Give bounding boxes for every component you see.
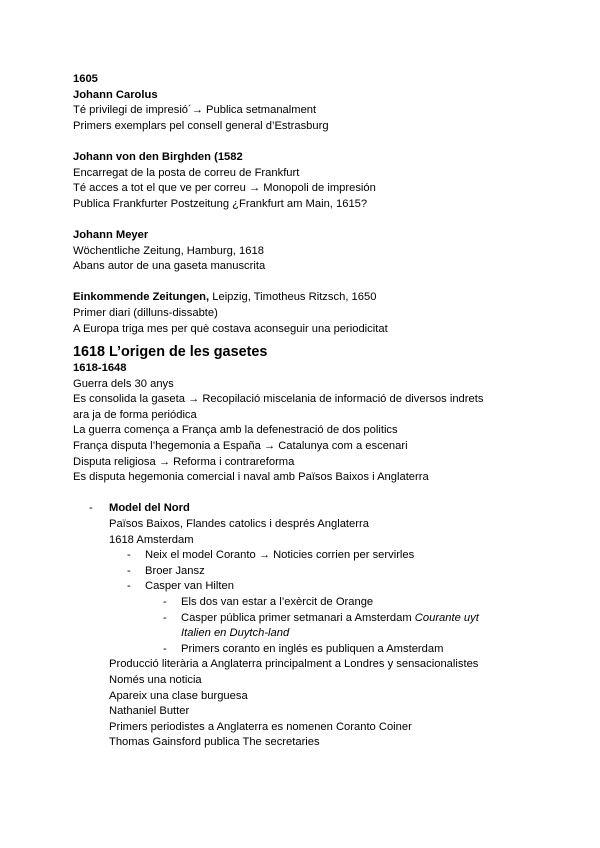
text-line: Guerra dels 30 anys	[73, 377, 174, 390]
list-item	[73, 579, 573, 595]
subheading-1618-1648: 1618-1648	[73, 362, 127, 375]
year-1605: 1605	[73, 73, 98, 85]
document-body	[73, 72, 573, 751]
name-johann-carolus: Johann Carolus	[73, 88, 158, 101]
text-line: Thomas Gainsford publica The secretaries	[109, 736, 320, 749]
text-line: Publica Frankfurter Postzeitung ¿Frankfurt am Main, 1615?	[73, 197, 368, 210]
text-line: Primer diari (dilluns-dissabte)	[73, 306, 218, 319]
text-line: Apareix una clase burguesa	[109, 689, 248, 702]
list-dash: -	[163, 642, 167, 655]
text-line: França disputa l’hegemonia a España → Catalunya com a escenari	[73, 440, 408, 453]
text-line: ara ja de forma periódica	[73, 408, 197, 421]
list-dash: -	[127, 549, 131, 562]
einkommende-details: Leipzig, Timotheus Ritzsch, 1650	[209, 291, 377, 304]
einkommende-line	[73, 290, 573, 306]
name-johann-birghden: Johann von den Birghden (1582	[73, 150, 243, 163]
section-heading: 1618 L’origen de les gasetes	[73, 344, 268, 361]
list-dash: -	[127, 564, 131, 577]
title-courante-cont: Italien en Duytch-land	[181, 627, 290, 640]
list-item	[73, 564, 573, 580]
text-line: Països Baixos, Flandes catolics i després Anglaterra	[109, 518, 369, 531]
list-item-text: Els dos van estar a l’exèrcit de Orange	[181, 596, 374, 608]
list-item-text: Casper van Hilten	[145, 580, 234, 593]
text-line: Primers periodistes a Anglaterra es nomenen Coranto Coiner	[109, 720, 412, 733]
list-item	[73, 611, 573, 627]
text-line: Nathaniel Butter	[109, 705, 190, 718]
text-line: Encarregat de la posta de correu de Frankfurt	[73, 166, 300, 179]
text-line: 1618 Amsterdam	[109, 533, 194, 546]
text-line: Producció literària a Anglaterra principalment a Londres y sensacionalistes	[109, 658, 479, 671]
text-line: Té privilegi de impresió´→ Publica setmanalment	[73, 104, 317, 117]
list-item-text: Primers coranto en inglés es publiquen a Amsterdam	[181, 642, 444, 655]
list-item-text: Casper pública primer setmanari a Amsterdam	[181, 611, 415, 624]
list-item-text: Broer Jansz	[145, 564, 205, 577]
list-dash: -	[163, 596, 167, 608]
text-line: Només una noticia	[109, 673, 202, 686]
model-nord-title: Model del Nord	[109, 502, 190, 515]
list-item-model-nord	[73, 501, 573, 517]
text-line: Es consolida la gaseta → Recopilació miscelania de informació de diversos indrets	[73, 393, 484, 406]
list-dash: -	[89, 502, 93, 515]
list-dash: -	[163, 611, 167, 624]
text-line: Es disputa hegemonia comercial i naval amb Països Baixos i Anglaterra	[73, 471, 429, 484]
title-courante: Courante uyt	[414, 611, 479, 624]
list-item	[73, 642, 573, 658]
text-line: Disputa religiosa → Reforma i contrareforma	[73, 455, 295, 468]
text-line: Abans autor de una gaseta manuscrita	[73, 260, 266, 273]
name-johann-meyer: Johann Meyer	[73, 228, 149, 241]
list-dash: -	[127, 580, 131, 593]
list-item	[73, 595, 573, 611]
text-line: A Europa triga mes per què costava aconseguir una periodicitat	[73, 322, 388, 335]
text-line: Té acces a tot el que ve per correu → Monopoli de impresión	[73, 182, 376, 195]
name-einkommende: Einkommende Zeitungen,	[73, 291, 210, 304]
list-item	[73, 548, 573, 564]
text-line: Wöchentliche Zeitung, Hamburg, 1618	[73, 244, 264, 257]
text-line: Primers exemplars pel consell general d’Estrasburg	[73, 119, 329, 132]
list-item-text: Neix el model Coranto → Noticies corrien per servirles	[145, 549, 415, 562]
text-line: La guerra comença a França amb la defenestració de dos politics	[73, 424, 398, 437]
